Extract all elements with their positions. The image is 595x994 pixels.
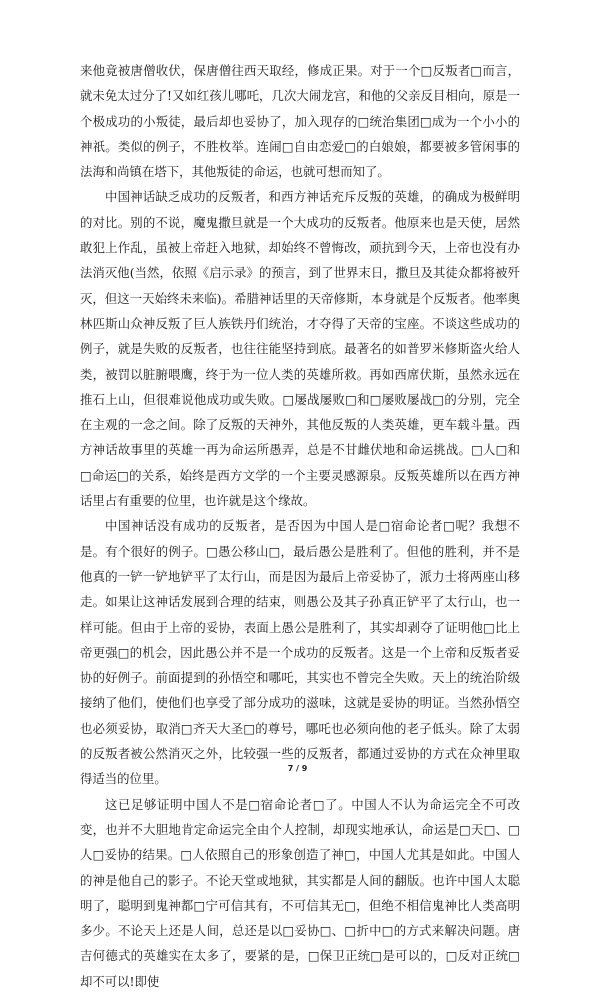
- paragraph-2: 中国神话缺乏成功的反叛者，和西方神话充斥反叛的英雄，的确成为极鲜明的对比。别的不说，魔鬼撒旦就是一个大成功的反叛者。他原来也是天使，居然敢犯上作乱，虽被上帝赶入地狱，却始终不曾悔改，顽抗到今天，上帝也没有办法消灭他(当然，依照《启示录》的预言，到了世界末日，撒旦及其徒众都将被歼灭，但这一天始终未来临)。希腊神话里的天帝修斯，本身就是个反叛者。他率奥林匹斯山众神反叛了巨人族铁丹们统治，才夺得了天帝的宝座。不谈这些成功的例子，就是失败的反叛者，也往往能坚持到底。最著名的如普罗米修斯盗火给人类，被罚以脏腑喂鹰，终于为一位人类的英雄所救。再如西席伏斯，虽然永远在推石上山，但很难说他成功或失败。□屡战屡败□和□屡败屡战□的分别，完全在主观的一念之间。除了反叛的天神外，其他反叛的人类英雄，更车载斗量。西方神话故事里的英雄一再为命运所愚弄，总是不甘雌伏地和命运挑战。□人□和□命运□的关系，始终是西方文学的一个主要灵感源泉。反叛英雄所以在西方神话里占有重要的位里，也许就是这个缘故。: [80, 189, 520, 509]
- document-body: [80, 58, 520, 994]
- paragraph-1: 来他竟被唐僧收伏，保唐僧往西天取经，修成正果。对于一个□反叛者□而言，就未免太过分了!又如红孩儿哪吒，几次大闹龙宫，和他的父亲反目相向，原是一个极成功的小叛徒，最后却也妥协了，加入现存的□统治集团□成为一个小小的神祇。类似的例子，不胜枚举。连闹□自由恋爱□的白娘娘，都要被多管闲事的法海和尚镇在塔下，其他叛徒的命运，也就可想而知了。: [80, 63, 520, 180]
- paragraph-4: 这已足够证明中国人不是□宿命论者□了。中国人不认为命运完全不可改变，也并不大胆地肯定命运完全由个人控制，却现实地承认，命运是□天□、□人□妥协的结果。□人依照自己的形象创造了神□，中国人尤其是如此。中国人的神是他自己的影子。不论天堂或地狱，其实都是人间的翻版。也许中国人太聪明了，聪明到鬼神都□宁可信其有，不可信其无□，但绝不相信鬼神比人类高明多少。不论天上还是人间，总还是以□妥协□、□折中□的方式来解决问题。唐吉何德式的英雄实在太多了，要紧的是，□保卫正统□是可以的，□反对正统□却不可以!即使: [80, 796, 520, 989]
- page-number: 7 / 9: [287, 764, 308, 773]
- paragraph-3: 中国神话没有成功的反叛者，是否因为中国人是□宿命论者□呢？我想不是。有个很好的例子。□愚公移山□，最后愚公是胜利了。但他的胜利，并不是他真的一铲一铲地铲平了太行山，而是因为最后上帝妥协了，派力士将两座山移走。如果让这神话发展到合理的结束，则愚公及其子孙真正铲平了太行山，也一样可能。但由于上帝的妥协，表面上愚公是胜利了，其实却剥夺了证明他□比上帝更强□的机会，因此愚公并不是一个成功的反叛者。这是一个上帝和反叛者妥协的好例子。前面提到的孙悟空和哪吒，其实也不曾完全失败。天上的统治阶级接纳了他们，使他们也享受了部分成功的滋味，这就是妥协的明证。当然孙悟空也必须妥协，取消□齐天大圣□的尊号，哪吒也必须向他的老子低头。除了太弱的反叛者被公然消灭之外，比较强一些的反叛者，都通过妥协的方式在众神里取得适当的位里。: [80, 518, 520, 787]
